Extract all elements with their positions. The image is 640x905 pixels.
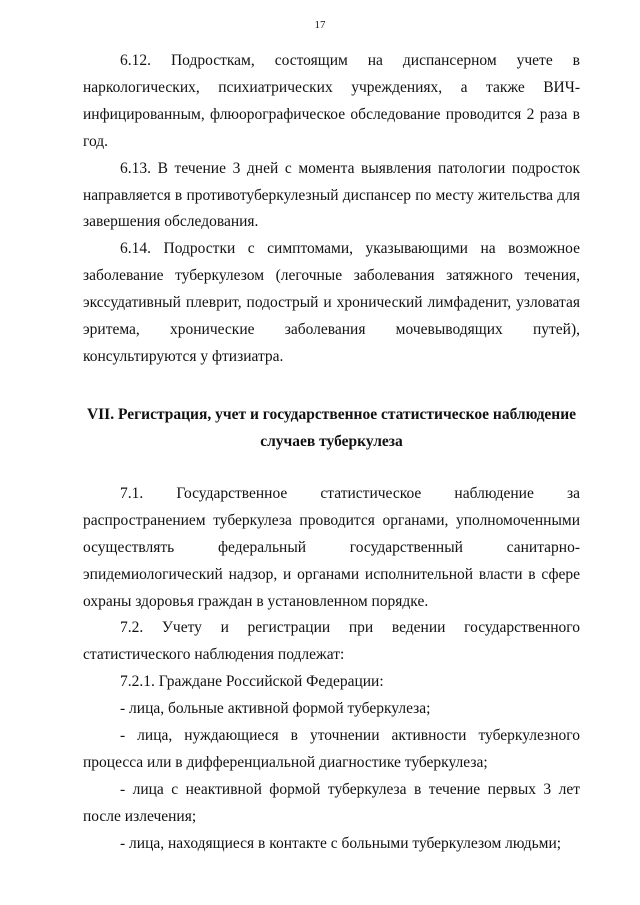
page-number: 17 [314, 19, 326, 31]
list-item: - лица, находящиеся в контакте с больными туберкулезом людьми; [120, 834, 562, 852]
document-body [83, 48, 580, 858]
list-item: - лица, нуждающиеся в уточнении активности туберкулезного процесса или в дифференциальной диагностике туберкулеза; [83, 727, 580, 771]
paragraph-7-1: 7.1. Государственное статистическое наблюдение за распространением туберкулеза проводится органами, уполномоченными осуществлять федеральный государственный санитарно-эпидемиологический надзор, и органами исполнительной власти в сфере охраны здоровья граждан в установленном порядке. [83, 484, 580, 610]
section-heading-line-2: случаев туберкулеза [260, 432, 403, 450]
paragraph-6-13: 6.13. В течение 3 дней с момента выявления патологии подросток направляется в противотуберкулезный диспансер по месту жительства для завершения обследования. [83, 159, 580, 231]
paragraph-6-12: 6.12. Подросткам, состоящим на диспансерном учете в наркологических, психиатрических учреждениях, а также ВИЧ-инфицированным, флюорографическое обследование проводится 2 раза в год. [83, 52, 580, 150]
paragraph-6-14: 6.14. Подростки с симптомами, указывающими на возможное заболевание туберкулезом (легочные заболевания затяжного течения, экссудативный плеврит, подострый и хронический лимфаденит, узловатая эритема, хронические заболевания мочевыводящих путей), консультируются у фтизиатра. [83, 240, 580, 365]
paragraph-7-2-1: 7.2.1. Граждане Российской Федерации: [120, 673, 384, 691]
paragraph-7-2: 7.2. Учету и регистрации при ведении государственного статистического наблюдения подлежат: [83, 619, 580, 664]
section-heading-line-1: VII. Регистрация, учет и государственное статистическое наблюдение [86, 405, 577, 423]
list-item: - лица с неактивной формой туберкулеза в течение первых 3 лет после излечения; [83, 780, 580, 825]
list-item: - лица, больные активной формой туберкулеза; [120, 700, 431, 718]
